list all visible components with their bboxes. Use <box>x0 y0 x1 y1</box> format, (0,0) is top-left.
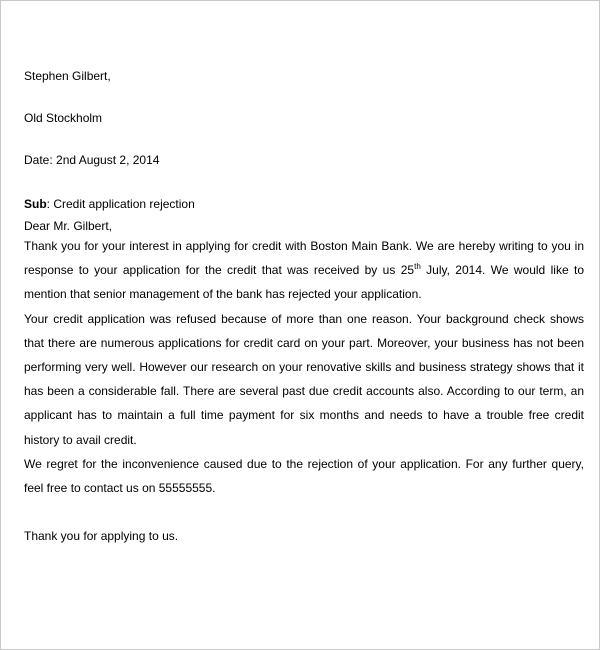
letter-date: Date: 2nd August 2, 2014 <box>24 153 160 167</box>
date-superscript: th <box>414 262 421 272</box>
salutation: Dear Mr. Gilbert, <box>24 219 113 233</box>
recipient-place: Old Stockholm <box>24 111 103 125</box>
subject-label: Sub <box>24 197 47 211</box>
paragraph-2: Your credit application was refused because of more than one reason. Your background check shows that there are numerous applications for credit card on your part. Moreover, your business has not been performing very well. However our research on your renovative skills and business strategy shows that it has been a considerable fall. There are several past due credit accounts also. According to our term, an applicant has to maintain a full time payment for six months and needs to have a trouble free credit history to avail credit. <box>24 311 584 447</box>
paragraph-3: We regret for the inconvenience caused due to the rejection of your application. For any further query, feel free to contact us on 55555555. <box>24 456 584 496</box>
letter-body <box>24 68 584 544</box>
paragraph-1-part-1: Thank you for your interest in applying for credit with Boston Main Bank. We are hereby writing to you in response to your application for the credit that was received by us 25 <box>24 239 584 278</box>
subject-line <box>24 196 584 212</box>
recipient-name: Stephen Gilbert, <box>24 69 111 83</box>
subject-text: : Credit application rejection <box>46 197 195 211</box>
closing-line: Thank you for applying to us. <box>24 529 179 544</box>
paragraph-1-part-2: July, 2014. We would like to mention that senior management of the bank has rejected your application. <box>24 263 585 302</box>
paragraph-1 <box>24 234 584 307</box>
